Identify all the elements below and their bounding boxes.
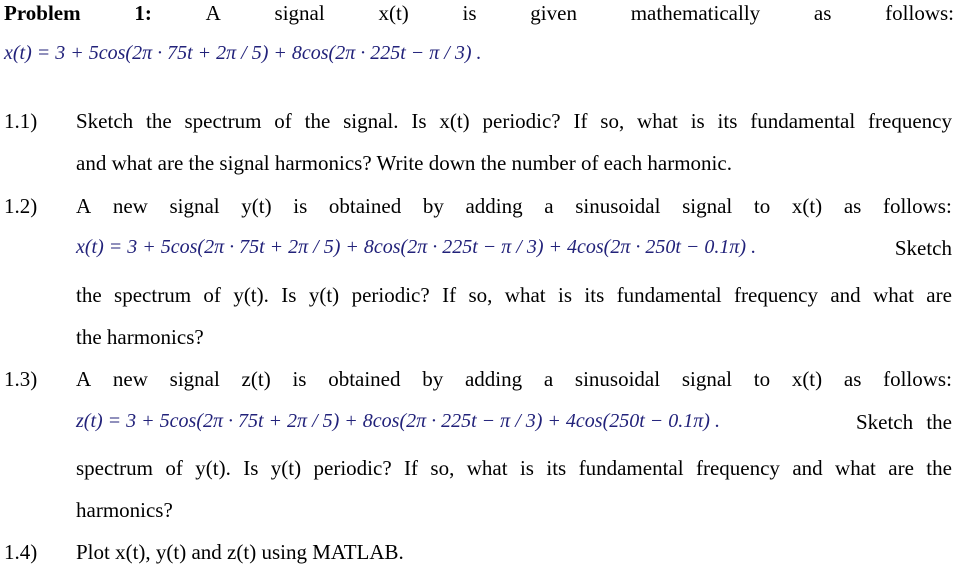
item-1-3-line-1 [76, 367, 952, 392]
item-1-2-equation-tail: Sketch [894, 236, 952, 260]
word: x(t) [791, 194, 823, 218]
item-1-3-equation: z(t) = 3 + 5cos(2π · 75t + 2π / 5) + 8cos(2π · 225t − π / 3) + 4cos(250t − 0.1π) . [76, 410, 720, 432]
word: is [690, 109, 705, 133]
word: its [584, 283, 605, 307]
word: fundamental [578, 456, 684, 480]
item-1-3-line-4: harmonics? [76, 498, 173, 522]
word: is [519, 456, 534, 480]
word: y(t). [233, 283, 269, 307]
word: are [888, 456, 914, 480]
item-1-4-line-1: Plot x(t), y(t) and z(t) using MATLAB. [76, 540, 404, 564]
problem-heading [4, 1, 954, 26]
item-1-2-equation: x(t) = 3 + 5cos(2π · 75t + 2π / 5) + 8cos(2π · 225t − π / 3) + 4cos(2π · 250t − 0.1π) . [76, 236, 757, 258]
word: new [112, 194, 148, 218]
word: and [830, 283, 861, 307]
word: the [76, 283, 102, 307]
word: its [546, 456, 567, 480]
word: as [843, 194, 862, 218]
heading-word: 1: [134, 1, 152, 25]
word: A [76, 194, 92, 218]
word: Is [411, 109, 427, 133]
word: A [76, 367, 92, 391]
heading-word: Problem [4, 1, 81, 25]
word: Sketch [76, 109, 134, 133]
item-number: 1.3) [4, 367, 38, 391]
word: y(t) [241, 194, 272, 218]
word: to [753, 194, 771, 218]
word: so, [468, 283, 493, 307]
word: x(t) [791, 367, 823, 391]
item-1-3-line-3 [76, 456, 952, 481]
item-number: 1.4) [4, 540, 38, 564]
word: frequency [868, 109, 952, 133]
word: signal [681, 367, 732, 391]
heading-word: x(t) [378, 1, 409, 25]
word: the [145, 109, 172, 133]
word: x(t) [439, 109, 470, 133]
word: what [835, 456, 876, 480]
item-1-1-line-1 [76, 109, 952, 134]
word: spectrum [76, 456, 153, 480]
word: obtained [328, 367, 401, 391]
heading-word: is [462, 1, 477, 25]
word: signal [169, 194, 220, 218]
item-1-2-line-3 [76, 283, 952, 308]
word: so, [430, 456, 455, 480]
word: by [422, 367, 444, 391]
word: fundamental [616, 283, 722, 307]
heading-word: A [205, 1, 221, 25]
word: signal. [343, 109, 399, 133]
word: a [543, 367, 554, 391]
heading-word: mathematically [630, 1, 761, 25]
word: the [926, 456, 952, 480]
item-1-2-equation-line [76, 236, 952, 261]
item-1-2-line-1 [76, 194, 952, 219]
word: so, [600, 109, 625, 133]
word: the [304, 109, 331, 133]
item-number: 1.2) [4, 194, 38, 218]
word: follows: [883, 367, 952, 391]
word: periodic? [482, 109, 561, 133]
word: new [112, 367, 148, 391]
word: sinusoidal [574, 367, 661, 391]
word: frequency [695, 456, 780, 480]
word: periodic? [351, 283, 430, 307]
word: what [637, 109, 678, 133]
word: signal [169, 367, 220, 391]
word: If [404, 456, 419, 480]
word: signal [682, 194, 733, 218]
item-number: 1.1) [4, 109, 38, 133]
word: Is [281, 283, 297, 307]
word: of [274, 109, 292, 133]
word: to [753, 367, 771, 391]
word: what [504, 283, 546, 307]
word: is [558, 283, 573, 307]
word: obtained [328, 194, 402, 218]
word: sinusoidal [575, 194, 661, 218]
word: are [926, 283, 952, 307]
item-1-3-equation-line [76, 410, 952, 435]
heading-word: signal [274, 1, 325, 25]
item-1-1-line-2: and what are the signal harmonics? Write down the number of each harmonic. [76, 151, 732, 175]
heading-word: given [530, 1, 577, 25]
word: z(t) [241, 367, 271, 391]
word: y(t). [195, 456, 231, 480]
word: If [442, 283, 457, 307]
problem-equation: x(t) = 3 + 5cos(2π · 75t + 2π / 5) + 8cos(2π · 225t − π / 3) . [4, 42, 482, 64]
word: frequency [734, 283, 818, 307]
word: periodic? [313, 456, 392, 480]
word: its [717, 109, 738, 133]
heading-word: follows: [885, 1, 954, 25]
word: what [873, 283, 914, 307]
word: and [792, 456, 823, 480]
word: If [573, 109, 588, 133]
item-1-3-equation-tail: Sketch the [855, 410, 952, 434]
word: adding [465, 194, 523, 218]
word: is [292, 367, 307, 391]
word: follows: [882, 194, 952, 218]
word: y(t) [270, 456, 302, 480]
word: fundamental [750, 109, 856, 133]
word: of [165, 456, 183, 480]
word: by [422, 194, 444, 218]
word: is [293, 194, 308, 218]
word: what [466, 456, 508, 480]
word: adding [464, 367, 523, 391]
word: spectrum [114, 283, 192, 307]
word: Is [243, 456, 259, 480]
word: a [544, 194, 554, 218]
heading-word: as [813, 1, 832, 25]
word: y(t) [308, 283, 340, 307]
item-1-2-line-4: the harmonics? [76, 325, 204, 349]
word: spectrum [184, 109, 262, 133]
word: of [203, 283, 221, 307]
word: as [843, 367, 862, 391]
